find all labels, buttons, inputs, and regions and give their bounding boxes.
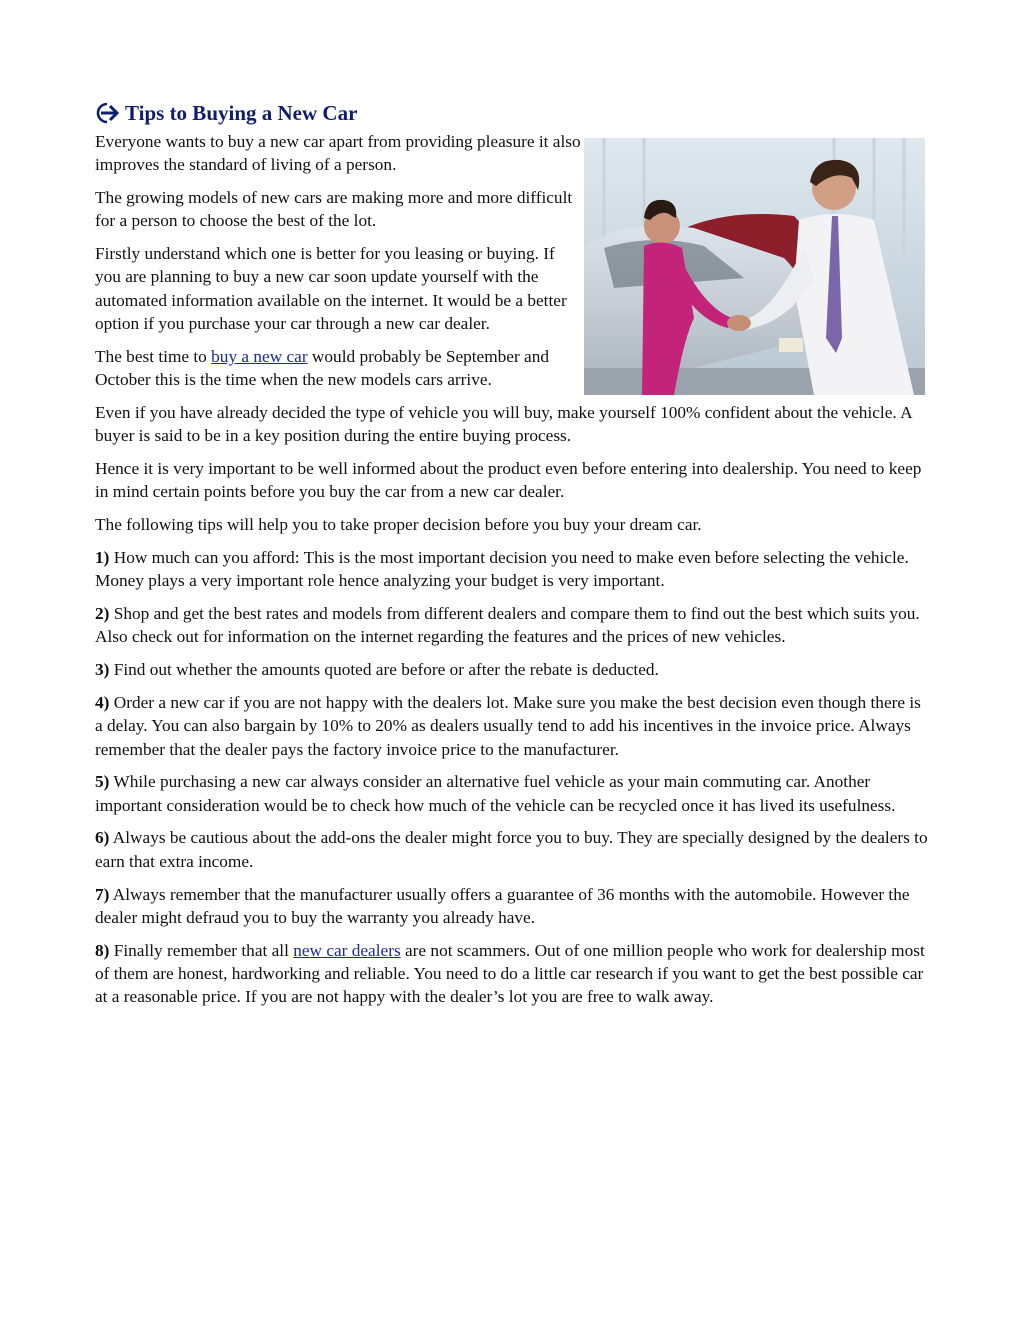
tip-text: Always be cautious about the add-ons the dealer might force you to buy. They are specially designed by the dealers to earn that extra income.	[95, 828, 928, 871]
tip-text: Order a new car if you are not happy with the dealers lot. Make sure you make the best decision even though there is a delay. You can also bargain by 10% to 20% as dealers usually tend to add his incentives in the invoice price. Always remember that the dealer pays the factory invoice price to the manufacturer.	[95, 692, 921, 759]
body-paragraph: Even if you have already decided the type of vehicle you will buy, make yourself 100% confident about the vehicle. A buyer is said to be in a key position during the entire buying process.	[95, 402, 912, 446]
new-car-dealers-link[interactable]: new car dealers	[293, 940, 401, 960]
tip-item	[95, 602, 931, 649]
tip-text: How much can you afford: This is the most important decision you need to make even before selecting the vehicle. Money plays a very important role hence analyzing your budget is very important.	[95, 547, 909, 591]
tip-text: While purchasing a new car always consider an alternative fuel vehicle as your main commuting car. Another important consideration would be to check how much of the vehicle can be recycled once it has lived its usefulness.	[95, 772, 896, 815]
tip-number: 6)	[95, 828, 110, 848]
tip-text: Find out whether the amounts quoted are before or after the rebate is deducted.	[109, 660, 659, 680]
tip-number: 2)	[95, 604, 110, 624]
tip-text: Always remember that the manufacturer usually offers a guarantee of 36 months with the automobile. However the dealer might defraud you to buy the warranty you already have.	[95, 884, 910, 927]
tip-item	[95, 546, 931, 593]
text: The best time to	[95, 346, 212, 366]
buy-a-new-car-link[interactable]: buy a new car	[211, 346, 308, 366]
heading-row	[95, 96, 931, 130]
tip-text: Finally remember that all	[109, 940, 294, 960]
best-time-paragraph	[95, 345, 585, 392]
tip-text: Shop and get the best rates and models from different dealers and compare them to find out the best which suits you. Also check out for information on the internet regarding the features and the prices of new vehicles.	[95, 604, 920, 647]
handshake-photo	[584, 138, 925, 395]
arrow-right-icon	[95, 101, 119, 125]
tip-number: 3)	[95, 660, 110, 680]
body-paragraph: Hence it is very important to be well informed about the product even before entering into dealership. You need to keep in mind certain points before you buy the car from a new car dealer.	[95, 459, 922, 502]
text: would probably be September and October this is the time when the new models cars arrive.	[95, 346, 550, 390]
tip-number: 8)	[95, 940, 110, 960]
tip-item	[95, 658, 931, 681]
tip-item	[95, 939, 931, 1009]
tip-number: 5)	[95, 772, 110, 792]
intro-paragraph: The growing models of new cars are making more and more difficult for a person to choose the best of the lot.	[95, 188, 573, 231]
body-paragraph: The following tips will help you to take proper decision before you buy your dream car.	[95, 515, 702, 535]
tip-number: 1)	[95, 547, 110, 567]
tip-number: 4)	[95, 692, 110, 712]
intro-block	[95, 130, 585, 391]
document-page	[95, 96, 931, 1018]
intro-paragraph: Firstly understand which one is better for you leasing or buying. If you are planning to buy a new car soon update yourself with the automated information available on the internet. It would be a better option if you purchase your car through a new car dealer.	[95, 244, 567, 334]
tip-text: are not scammers. Out of one million people who work for dealership most of them are honest, hardworking and reliable. You need to do a little car research if you want to get the best possible car at a reasonable price. If you are not happy with the dealer’s lot you are free to walk away.	[95, 940, 925, 1007]
tip-item	[95, 883, 931, 930]
tip-number: 7)	[95, 884, 110, 904]
page-title: Tips to Buying a New Car	[125, 100, 358, 125]
tip-item	[95, 826, 931, 873]
tip-item	[95, 691, 931, 761]
tip-item	[95, 770, 931, 817]
intro-paragraph: Everyone wants to buy a new car apart from providing pleasure it also improves the standard of living of a person.	[95, 132, 581, 175]
